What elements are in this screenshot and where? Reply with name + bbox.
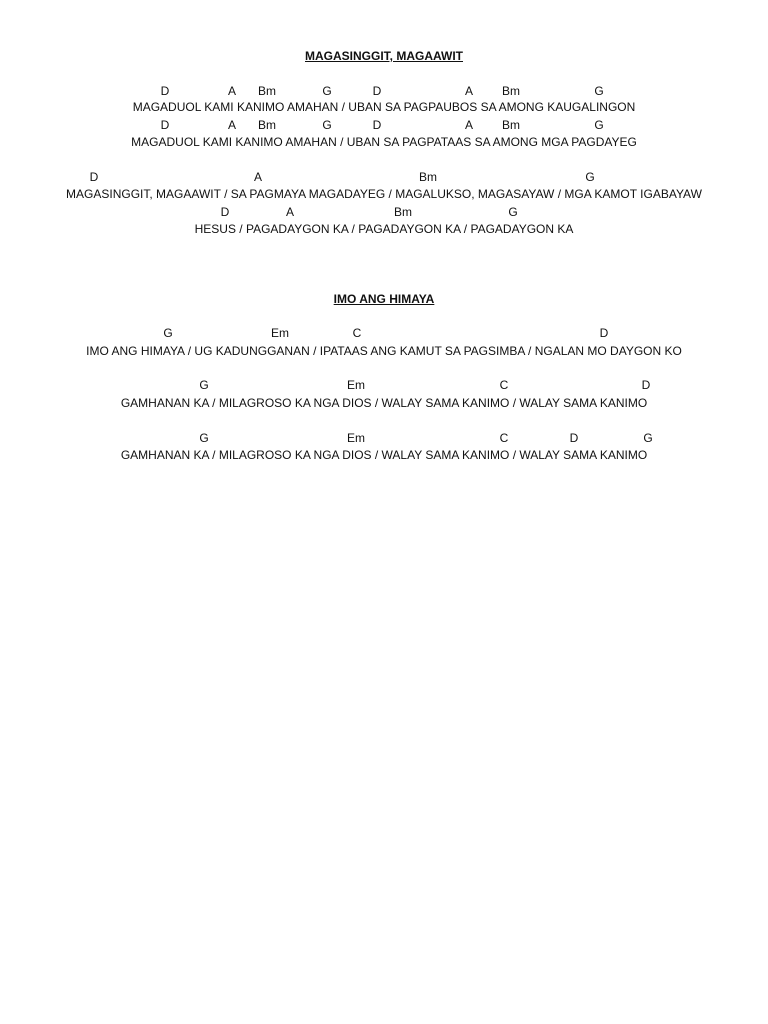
chord: A xyxy=(227,84,237,98)
lyric-line: GAMHANAN KA / MILAGROSO KA NGA DIOS / WALAY SAMA KANIMO / WALAY SAMA KANIMO xyxy=(120,396,648,410)
chord: Em xyxy=(347,431,365,445)
chord: Bm xyxy=(258,84,276,98)
song-title: IMO ANG HIMAYA xyxy=(333,292,435,306)
chord: C xyxy=(499,378,509,392)
chord: G xyxy=(585,170,595,184)
chord: Bm xyxy=(502,118,520,132)
chord: D xyxy=(160,118,170,132)
lyric-line: MAGASINGGIT, MAGAAWIT / SA PAGMAYA MAGADAYEG / MAGALUKSO, MAGASAYAW / MGA KAMOT IGABAYAW xyxy=(66,187,702,201)
chord-row xyxy=(0,325,768,341)
chord: G xyxy=(199,378,209,392)
chord-row xyxy=(0,169,768,185)
chord-row xyxy=(0,83,768,99)
chord: D xyxy=(372,118,382,132)
chord-row xyxy=(0,377,768,393)
chord: D xyxy=(89,170,99,184)
chord: D xyxy=(160,84,170,98)
chord: D xyxy=(372,84,382,98)
chord: C xyxy=(352,326,362,340)
lyric-line: HESUS / PAGADAYGON KA / PAGADAYGON KA / PAGADAYGON KA xyxy=(194,222,574,236)
chord: Em xyxy=(271,326,289,340)
chord: A xyxy=(285,205,295,219)
chord: A xyxy=(253,170,263,184)
chord: A xyxy=(464,118,474,132)
chord-row xyxy=(0,117,768,133)
chord: G xyxy=(594,84,604,98)
lyric-line: MAGADUOL KAMI KANIMO AMAHAN / UBAN SA PAGPATAAS SA AMONG MGA PAGDAYEG xyxy=(131,135,637,149)
chord: Bm xyxy=(258,118,276,132)
chord: Bm xyxy=(502,84,520,98)
song-title: MAGASINGGIT, MAGAAWIT xyxy=(305,49,463,63)
chord: D xyxy=(569,431,579,445)
chord: G xyxy=(322,118,332,132)
chord: G xyxy=(322,84,332,98)
chord-row xyxy=(0,204,768,220)
chord: A xyxy=(227,118,237,132)
chord: G xyxy=(594,118,604,132)
lyric-line: GAMHANAN KA / MILAGROSO KA NGA DIOS / WALAY SAMA KANIMO / WALAY SAMA KANIMO xyxy=(120,448,648,462)
chord: G xyxy=(199,431,209,445)
chord: G xyxy=(163,326,173,340)
lyric-line: MAGADUOL KAMI KANIMO AMAHAN / UBAN SA PAGPAUBOS SA AMONG KAUGALINGON xyxy=(132,100,636,114)
chord-row xyxy=(0,430,768,446)
chord: Bm xyxy=(394,205,412,219)
chord: C xyxy=(499,431,509,445)
chord: Em xyxy=(347,378,365,392)
chord: A xyxy=(464,84,474,98)
chord: G xyxy=(508,205,518,219)
chord: G xyxy=(643,431,653,445)
chord: D xyxy=(641,378,651,392)
chord: D xyxy=(599,326,609,340)
chord: D xyxy=(220,205,230,219)
lyric-line: IMO ANG HIMAYA / UG KADUNGGANAN / IPATAAS ANG KAMUT SA PAGSIMBA / NGALAN MO DAYGON KO xyxy=(86,344,682,358)
chord: Bm xyxy=(419,170,437,184)
